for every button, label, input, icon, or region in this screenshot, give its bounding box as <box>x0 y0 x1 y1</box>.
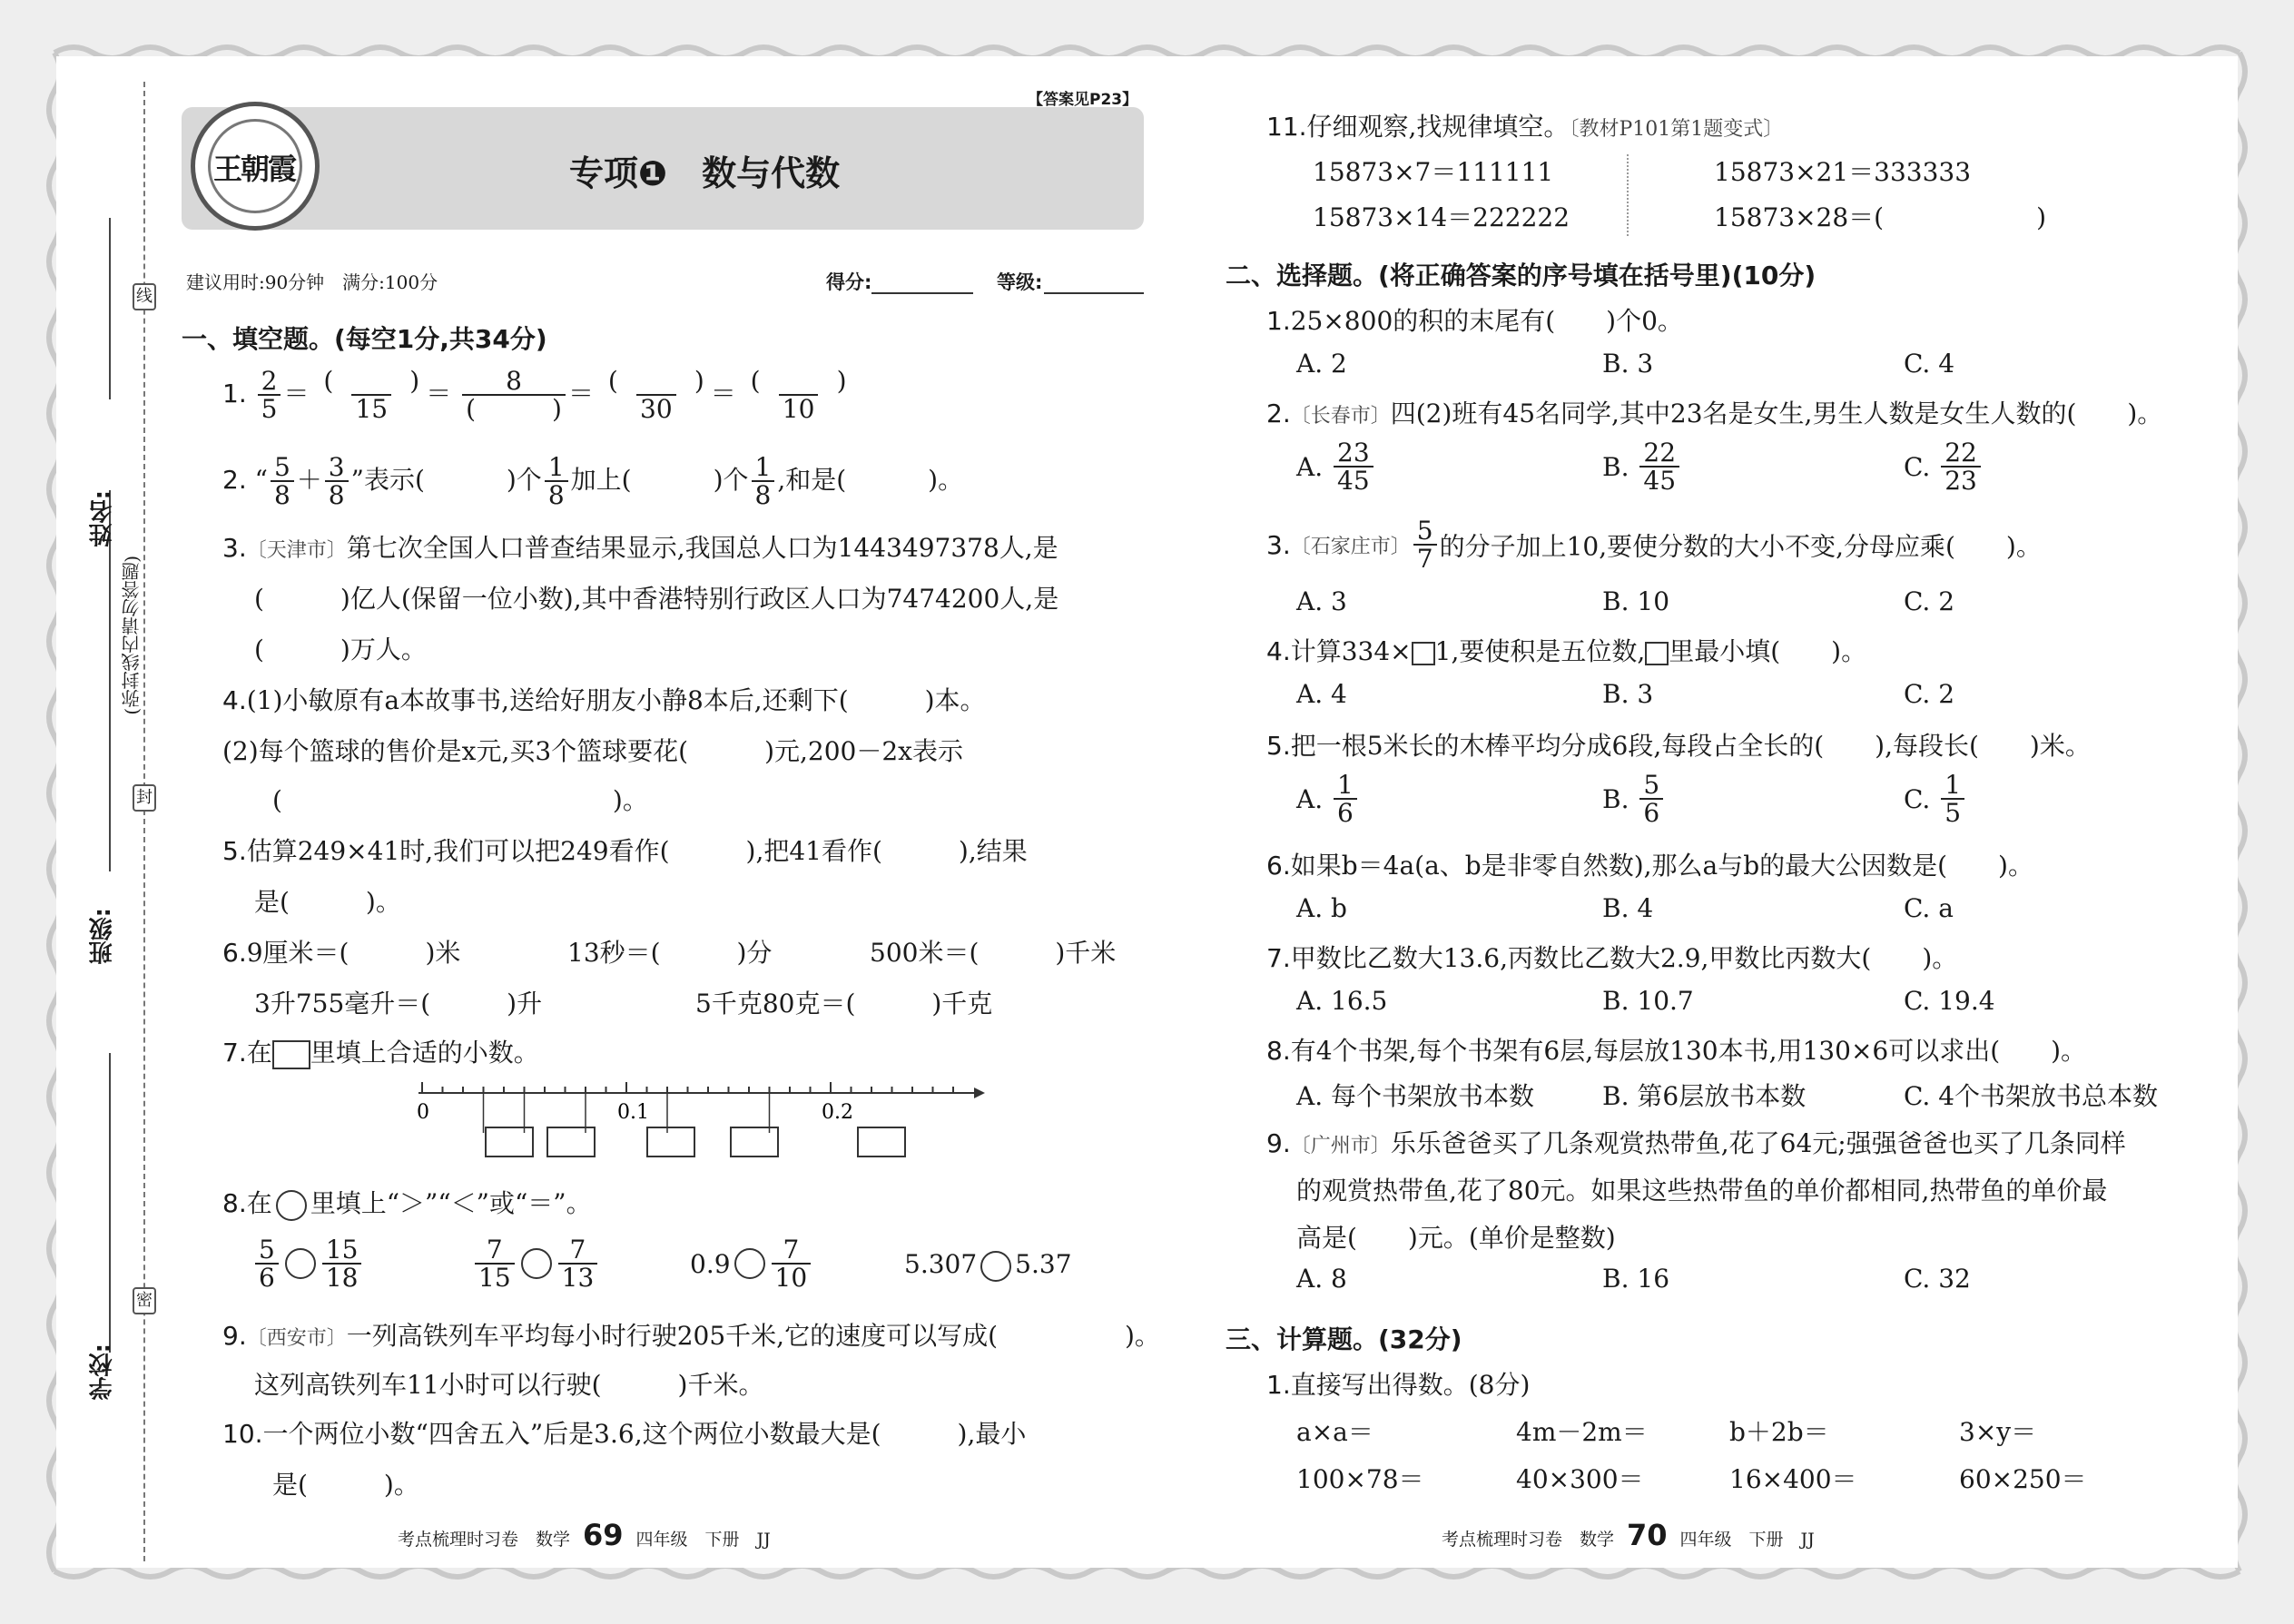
time-info: 建议用时:90分钟 满分:100分 <box>186 271 438 293</box>
school-label: 学校: <box>89 1343 116 1401</box>
question-1-6-c: 500米＝( )千米 <box>870 938 1117 968</box>
choice-q6: 6.如果b＝4a(a、b是非零自然数),那么a与b的最大公因数是( )。 <box>1266 851 2033 881</box>
compare-circle-3[interactable] <box>734 1248 765 1279</box>
question-1-6: 6.9厘米＝( )米 <box>222 938 461 968</box>
question-1-6-e: 5千克80克＝( )千克 <box>695 989 993 1019</box>
question-1-3-line3: ( )万人。 <box>254 635 427 664</box>
question-1-6-b: 13秒＝( )分 <box>567 938 773 968</box>
answer-box[interactable] <box>486 1127 533 1156</box>
choice-q3: 3.〔石家庄市〕 $\frac{5}{7}$ 的分子加上10,要使分数的大小不变,分母应乘( )。 <box>1266 516 2042 575</box>
choice-q9-line2: 的观赏热带鱼,花了80元。如果这些热带鱼的单价都相同,热带鱼的单价最 <box>1296 1176 2108 1206</box>
grade-label: 等级: <box>997 271 1043 293</box>
answer-box[interactable] <box>731 1127 778 1156</box>
name-label: 姓名: <box>89 490 116 547</box>
compare-2: $\frac{7}{15}$ $\frac{7}{13}$ <box>472 1236 600 1292</box>
question-1-7: 7.在 里填上合适的小数。 <box>222 1038 539 1068</box>
square-blank-icon <box>1412 642 1435 665</box>
binding-note: (弥封线内请勿答题) <box>121 556 143 715</box>
calc-item: 100×78＝ <box>1296 1464 1424 1494</box>
choice-q6-B[interactable]: B. 4 <box>1602 893 1654 923</box>
class-label: 班级: <box>89 908 116 965</box>
question-1-11: 11.仔细观察,找规律填空。〔教材P101第1题变式〕 <box>1266 112 1784 142</box>
tick-label-0.1: 0.1 <box>617 1101 649 1124</box>
binding-mark-xian: 线 <box>133 283 156 310</box>
choice-q8-C[interactable]: C. 4个书架放书总本数 <box>1904 1081 2159 1111</box>
q11-eq-a: 15873×7＝111111 <box>1313 157 1554 187</box>
choice-q9-A[interactable]: A. 8 <box>1296 1264 1347 1294</box>
q11-divider <box>1627 154 1629 236</box>
binding-mark-feng: 封 <box>133 784 156 812</box>
choice-q7-A[interactable]: A. 16.5 <box>1296 986 1388 1016</box>
calc-item: 60×250＝ <box>1959 1464 2087 1494</box>
choice-q7: 7.甲数比乙数大13.6,丙数比乙数大2.9,甲数比丙数大( )。 <box>1266 943 1958 973</box>
calc-q1: 1.直接写出得数。(8分) <box>1266 1370 1531 1400</box>
compare-circle-4[interactable] <box>980 1251 1011 1282</box>
calc-item: 4m－2m＝ <box>1516 1417 1648 1447</box>
score-field[interactable] <box>871 292 973 294</box>
question-1-4: 4.(1)小敏原有a本故事书,送给好朋友小静8本后,还剩下( )本。 <box>222 685 986 715</box>
footer-right: 考点梳理时习卷 数学 70 四年级 下册 JJ <box>1442 1518 1815 1552</box>
binding-mark-mi: 密 <box>133 1287 156 1314</box>
compare-4: 5.307 5.37 <box>904 1249 1072 1282</box>
answer-reference: 【答案见P23】 <box>1028 91 1138 109</box>
q11-eq-d: 15873×28＝( ) <box>1714 202 2047 232</box>
choice-q2: 2.〔长春市〕四(2)班有45名同学,其中23名是女生,男生人数是女生人数的( )。 <box>1266 399 2163 428</box>
page-title: 专项❶ 数与代数 <box>569 153 841 193</box>
answer-box-icon <box>272 1040 310 1069</box>
choice-q4-C[interactable]: C. 2 <box>1904 679 1955 709</box>
calc-item: 3×y＝ <box>1959 1417 2037 1447</box>
choice-q9-line3: 高是( )元。(单价是整数) <box>1296 1223 1616 1253</box>
section1-title: 一、填空题。(每空1分,共34分) <box>182 324 547 354</box>
choice-q5-B[interactable]: B. $\frac{5}{6}$ <box>1602 772 1666 827</box>
choice-q3-B[interactable]: B. 10 <box>1602 586 1670 616</box>
choice-q1-B[interactable]: B. 3 <box>1602 349 1654 379</box>
q11-eq-b: 15873×21＝333333 <box>1714 157 1972 187</box>
number-line <box>413 1073 994 1164</box>
question-1-10: 10.一个两位小数“四舍五入”后是3.6,这个两位小数最大是( ),最小 <box>222 1419 1027 1449</box>
calc-item: 40×300＝ <box>1516 1464 1644 1494</box>
tick-label-0.2: 0.2 <box>822 1101 853 1124</box>
choice-q3-C[interactable]: C. 2 <box>1904 586 1955 616</box>
choice-q5-A[interactable]: A. $\frac{1}{6}$ <box>1296 772 1360 827</box>
page-number-left: 69 <box>583 1518 624 1552</box>
logo-text: 王朝霞 <box>213 152 296 186</box>
calc-item: a×a＝ <box>1296 1417 1373 1447</box>
choice-q9: 9.〔广州市〕乐乐爸爸买了几条观赏热带鱼,花了64元;强强爸爸也买了几条同样 <box>1266 1128 2126 1158</box>
q11-eq-c: 15873×14＝222222 <box>1313 202 1570 232</box>
choice-q1-C[interactable]: C. 4 <box>1904 349 1955 379</box>
logo <box>191 102 320 231</box>
choice-q6-C[interactable]: C. a <box>1904 893 1954 923</box>
choice-q5: 5.把一根5米长的木棒平均分成6段,每段占全长的( ),每段长( )米。 <box>1266 731 2091 761</box>
question-1-8: 8.在 里填上“＞”“＜”或“＝”。 <box>222 1184 592 1221</box>
circle-blank-icon <box>276 1190 307 1221</box>
choice-q1: 1.25×800的积的末尾有( )个0。 <box>1266 306 1683 336</box>
choice-q3-A[interactable]: A. 3 <box>1296 586 1347 616</box>
question-1-6-d: 3升755毫升＝( )升 <box>254 989 543 1019</box>
answer-box[interactable] <box>858 1127 905 1156</box>
choice-q2-A[interactable]: A. $\frac{23}{45}$ <box>1296 439 1376 495</box>
choice-q2-B[interactable]: B. $\frac{22}{45}$ <box>1602 439 1682 495</box>
question-1-4-line3: ( )。 <box>272 785 648 815</box>
calc-item: b＋2b＝ <box>1729 1417 1829 1447</box>
choice-q9-C[interactable]: C. 32 <box>1904 1264 1971 1294</box>
choice-q6-A[interactable]: A. b <box>1296 893 1347 923</box>
choice-q7-B[interactable]: B. 10.7 <box>1602 986 1694 1016</box>
choice-q1-A[interactable]: A. 2 <box>1296 349 1347 379</box>
question-1-3: 3.〔天津市〕第七次全国人口普查结果显示,我国总人口为1443497378人,是 <box>222 533 1058 563</box>
choice-q4-A[interactable]: A. 4 <box>1296 679 1347 709</box>
compare-3: 0.9 $\frac{7}{10}$ <box>690 1236 813 1292</box>
answer-box[interactable] <box>547 1127 595 1156</box>
choice-q8-B[interactable]: B. 第6层放书本数 <box>1602 1081 1807 1111</box>
choice-q9-B[interactable]: B. 16 <box>1602 1264 1670 1294</box>
question-1-5: 5.估算249×41时,我们可以把249看作( ),把41看作( ),结果 <box>222 836 1028 866</box>
section2-title: 二、选择题。(将正确答案的序号填在括号里)(10分) <box>1226 261 1816 290</box>
page-number-right: 70 <box>1627 1518 1668 1552</box>
footer-left: 考点梳理时习卷 数学 69 四年级 下册 JJ <box>398 1518 771 1552</box>
question-1-9-line2: 这列高铁列车11小时可以行驶( )千米。 <box>254 1370 764 1400</box>
grade-field[interactable] <box>1044 292 1144 294</box>
choice-q4-B[interactable]: B. 3 <box>1602 679 1654 709</box>
square-blank-icon <box>1645 642 1669 665</box>
question-1-10-line2: 是( )。 <box>272 1470 419 1500</box>
question-1-2: 2. “ $\frac{5}{8}$ ＋ $\frac{3}{8}$ ”表示( )个 $\frac{1}{8}$ 加上( )个 $\frac{1}{8}$ ,和是( )。 <box>222 452 964 511</box>
question-1-1: 1. $\frac{2}{5}$ ＝ $\frac{( )}{15}$ ＝ $\frac{8}{( )}$ ＝ $\frac{( )}{30}$ ＝ $\frac{( )}{10}$ <box>222 366 847 425</box>
section3-title: 三、计算题。(32分) <box>1226 1324 1462 1354</box>
compare-1: $\frac{5}{6}$ $\frac{15}{18}$ <box>252 1236 364 1292</box>
choice-q4: 4.计算334× 1,要使积是五位数, 里最小填( )。 <box>1266 636 1867 666</box>
question-1-4-line2: (2)每个篮球的售价是x元,买3个篮球要花( )元,200－2x表示 <box>222 736 963 766</box>
choice-q8: 8.有4个书架,每个书架有6层,每层放130本书,用130×6可以求出( )。 <box>1266 1036 2087 1066</box>
question-1-5-line2: 是( )。 <box>254 887 401 917</box>
choice-q5-C[interactable]: C. $\frac{1}{5}$ <box>1904 772 1967 827</box>
question-1-3-line2: ( )亿人(保留一位小数),其中香港特别行政区人口为7474200人,是 <box>254 584 1059 614</box>
compare-circle-1[interactable] <box>285 1248 316 1279</box>
choice-q2-C[interactable]: C. $\frac{22}{23}$ <box>1904 439 1984 495</box>
choice-q8-A[interactable]: A. 每个书架放书本数 <box>1296 1081 1535 1111</box>
answer-box[interactable] <box>647 1127 694 1156</box>
question-1-9: 9.〔西安市〕一列高铁列车平均每小时行驶205千米,它的速度可以写成( )。 <box>222 1321 1160 1351</box>
score-label: 得分: <box>826 271 872 293</box>
choice-q7-C[interactable]: C. 19.4 <box>1904 986 1995 1016</box>
compare-circle-2[interactable] <box>521 1248 552 1279</box>
calc-item: 16×400＝ <box>1729 1464 1857 1494</box>
tick-label-0: 0 <box>417 1101 429 1124</box>
